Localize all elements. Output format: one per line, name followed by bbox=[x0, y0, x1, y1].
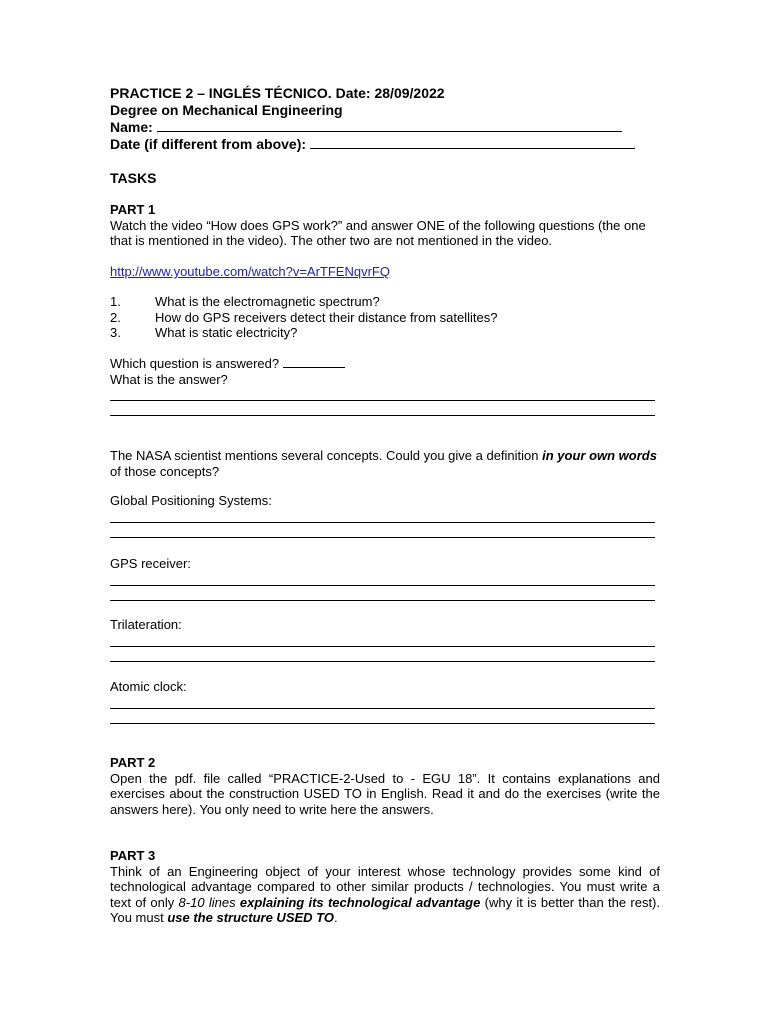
concept-label: Atomic clock: bbox=[110, 679, 187, 694]
part3-emphasis: explaining its technological advantage bbox=[239, 894, 481, 910]
answer-line[interactable] bbox=[110, 600, 655, 601]
what-answer-label: What is the answer? bbox=[110, 371, 228, 387]
concept-block bbox=[110, 556, 660, 615]
part1-heading: PART 1 bbox=[110, 202, 156, 217]
answer-line[interactable] bbox=[110, 723, 655, 724]
answer-block bbox=[110, 356, 660, 387]
list-number: 2. bbox=[110, 309, 121, 325]
date-blank[interactable] bbox=[310, 148, 635, 149]
date-label: Date (if different from above): bbox=[110, 136, 307, 152]
tasks-heading: TASKS bbox=[110, 170, 157, 186]
answer-line[interactable] bbox=[110, 400, 655, 401]
question-text: How do GPS receivers detect their distance from satellites? bbox=[155, 309, 498, 325]
list-number: 3. bbox=[110, 325, 121, 341]
part3-heading: PART 3 bbox=[110, 848, 156, 863]
part3-section bbox=[110, 848, 660, 926]
question-text: What is static electricity? bbox=[155, 325, 298, 341]
part1-section bbox=[110, 202, 660, 249]
part2-text: Open the pdf. file called “PRACTICE-2-Used to - EGU 18”. It contains explanations and exercises about the construction USED TO in English. Read it and do the exercises (write the answers here). You only need to write here the answers. bbox=[110, 770, 660, 817]
video-link[interactable]: http://www.youtube.com/watch?v=ArTFENqvrFQ bbox=[110, 264, 390, 279]
answer-line[interactable] bbox=[110, 585, 655, 586]
part3-text-run: . bbox=[333, 910, 338, 926]
which-question-line bbox=[110, 356, 660, 372]
part3-italic: 8-10 lines bbox=[178, 894, 236, 910]
name-label: Name: bbox=[110, 119, 153, 135]
question-list bbox=[110, 294, 660, 341]
concepts-intro bbox=[110, 448, 660, 479]
answer-line[interactable] bbox=[110, 522, 655, 523]
answer-line[interactable] bbox=[110, 415, 655, 416]
part3-text bbox=[110, 864, 660, 926]
which-question-blank[interactable] bbox=[283, 367, 345, 368]
document-title: PRACTICE 2 – INGLÉS TÉCNICO. Date: 28/09/2022 bbox=[110, 85, 445, 101]
degree-line: Degree on Mechanical Engineering bbox=[110, 102, 343, 118]
video-link-row bbox=[110, 264, 660, 280]
list-number: 1. bbox=[110, 294, 121, 309]
concept-block bbox=[110, 617, 660, 676]
document-header bbox=[110, 85, 670, 153]
concepts-intro-text: The NASA scientist mentions several concepts. Could you give a definition bbox=[110, 448, 543, 463]
list-item bbox=[110, 294, 660, 310]
question-text: What is the electromagnetic spectrum? bbox=[155, 294, 380, 309]
list-item bbox=[110, 325, 660, 341]
concept-label: Trilateration: bbox=[110, 617, 182, 632]
part3-emphasis: use the structure USED TO bbox=[167, 910, 334, 926]
answer-lines bbox=[110, 400, 660, 430]
answer-line[interactable] bbox=[110, 661, 655, 662]
answer-line[interactable] bbox=[110, 708, 655, 709]
question-list-container bbox=[110, 294, 660, 341]
name-line bbox=[110, 119, 670, 136]
date-line bbox=[110, 136, 670, 153]
which-question-label: Which question is answered? bbox=[110, 356, 280, 371]
part3-text-run: Think of an Engineering object of your interest whose technology provides some kind of technological advantage compared to other similar products / technologies. You must write a text of only bbox=[110, 863, 660, 910]
concept-label: GPS receiver: bbox=[110, 556, 191, 571]
part2-heading: PART 2 bbox=[110, 755, 156, 770]
concept-block bbox=[110, 493, 660, 552]
part2-section bbox=[110, 755, 660, 817]
concepts-intro-text: of those concepts? bbox=[110, 463, 220, 479]
answer-line[interactable] bbox=[110, 537, 655, 538]
part3-text-run: (why it is better than the rest). You must bbox=[110, 894, 660, 926]
answer-line[interactable] bbox=[110, 646, 655, 647]
concept-block bbox=[110, 679, 660, 738]
part1-intro: Watch the video “How does GPS work?” and answer ONE of the following questions (the one that is mentioned in the video). The other two are not mentioned in the video. bbox=[110, 217, 646, 249]
name-blank[interactable] bbox=[157, 131, 622, 132]
concept-label: Global Positioning Systems: bbox=[110, 493, 272, 508]
list-item bbox=[110, 310, 660, 326]
concepts-emphasis: in your own words bbox=[542, 448, 657, 463]
